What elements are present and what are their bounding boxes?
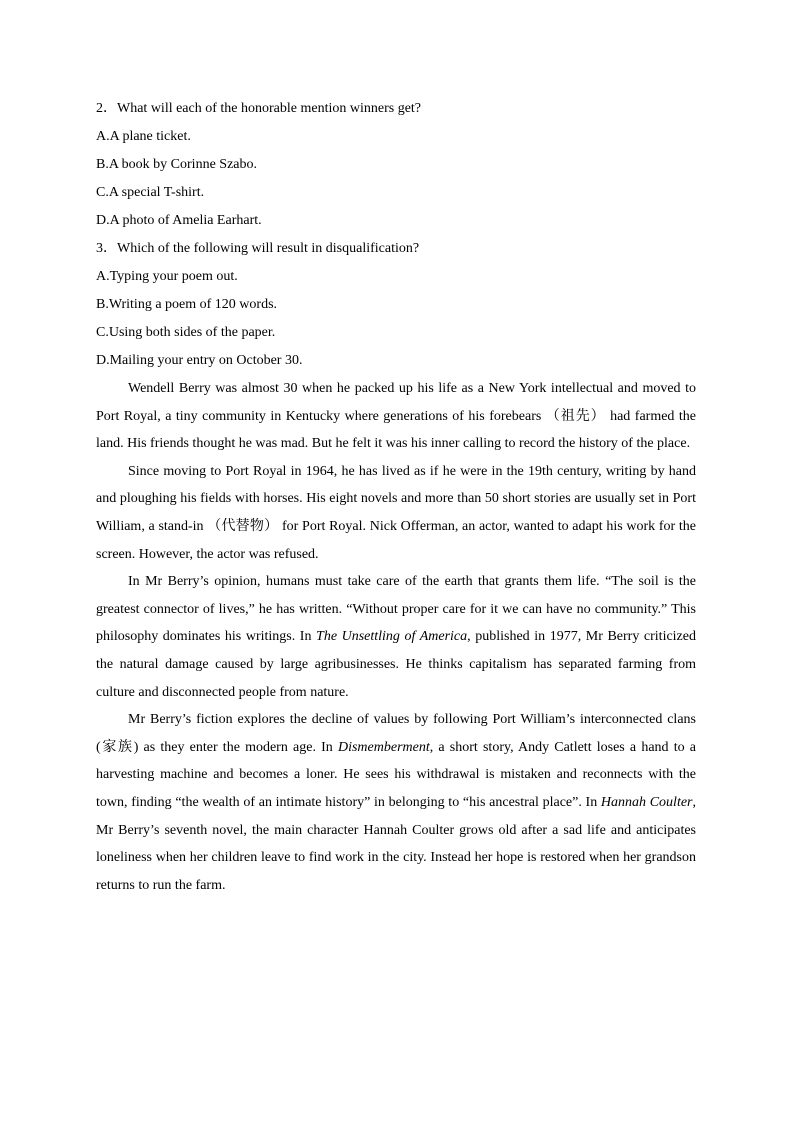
passage-paragraph-4 xyxy=(96,706,696,899)
question-2 xyxy=(96,95,696,235)
reading-passage xyxy=(96,375,696,899)
passage-paragraph-2: Since moving to Port Royal in 1964, he has lived as if he were in the 19th century, writing by hand and ploughing his fields with horses. His eight novels and more than 50 short stories are usually set in Port William, a stand-in （代替物） for Port Royal. Nick Offerman, an actor, wanted to adapt his work for the screen. However, the actor was refused. xyxy=(96,463,696,562)
paragraph-text: Mr Berry’s fiction explores the decline of values by following Port William’s interconnected clans (家族) as they enter the modern age. In xyxy=(96,712,696,755)
document-page xyxy=(96,95,696,899)
paragraph-text: , a short story, Andy Catlett loses a hand to a harvesting machine and becomes a loner. He sees his withdrawal is mistaken and reconnects with the town, finding “the wealth of an intimate history” in belonging to “his ancestral place”. In xyxy=(96,739,696,810)
answer-option-b: B.A book by Corinne Szabo. xyxy=(96,157,257,172)
answer-option-b: B.Writing a poem of 120 words. xyxy=(96,297,278,312)
answer-option-a: A.A plane ticket. xyxy=(96,129,191,144)
paragraph-text: In Mr Berry’s opinion, humans must take care of the earth that grants them life. “The soil is the greatest connector of lives,” he has written. “Without proper care for it we can have no community.” This philosophy dominates his writings. In xyxy=(96,574,696,645)
answer-option-a: A.Typing your poem out. xyxy=(96,269,238,284)
paragraph-text: , published in 1977, Mr Berry criticized the natural damage caused by large agribusinesses. He thinks capitalism has separated farming from culture and disconnected people from nature. xyxy=(96,629,696,700)
passage-paragraph-3 xyxy=(96,568,696,706)
answer-option-d: D.Mailing your entry on October 30. xyxy=(96,353,303,368)
answer-option-c: C.Using both sides of the paper. xyxy=(96,325,276,340)
story-title: Dismemberment xyxy=(337,739,430,755)
passage-paragraph-1: Wendell Berry was almost 30 when he packed up his life as a New York intellectual and moved to Port Royal, a tiny community in Kentucky where generations of his forebears （祖先） had farmed the land. His friends thought he was mad. But he felt it was his inner calling to record the history of the place. xyxy=(96,381,696,452)
question-stem: 2．What will each of the honorable mention winners get? xyxy=(96,101,422,116)
novel-title: Hannah Coulter xyxy=(600,794,693,810)
question-3 xyxy=(96,235,696,375)
book-title: The Unsettling of America xyxy=(316,629,468,645)
paragraph-text: , Mr Berry’s seventh novel, the main character Hannah Coulter grows old after a sad life and anticipates loneliness when her children leave to find work in the city. Instead her hope is restored when her grandson returns to run the farm. xyxy=(96,794,696,893)
question-stem: 3．Which of the following will result in disqualification? xyxy=(96,241,420,256)
answer-option-d: D.A photo of Amelia Earhart. xyxy=(96,213,262,228)
answer-option-c: C.A special T-shirt. xyxy=(96,185,205,200)
